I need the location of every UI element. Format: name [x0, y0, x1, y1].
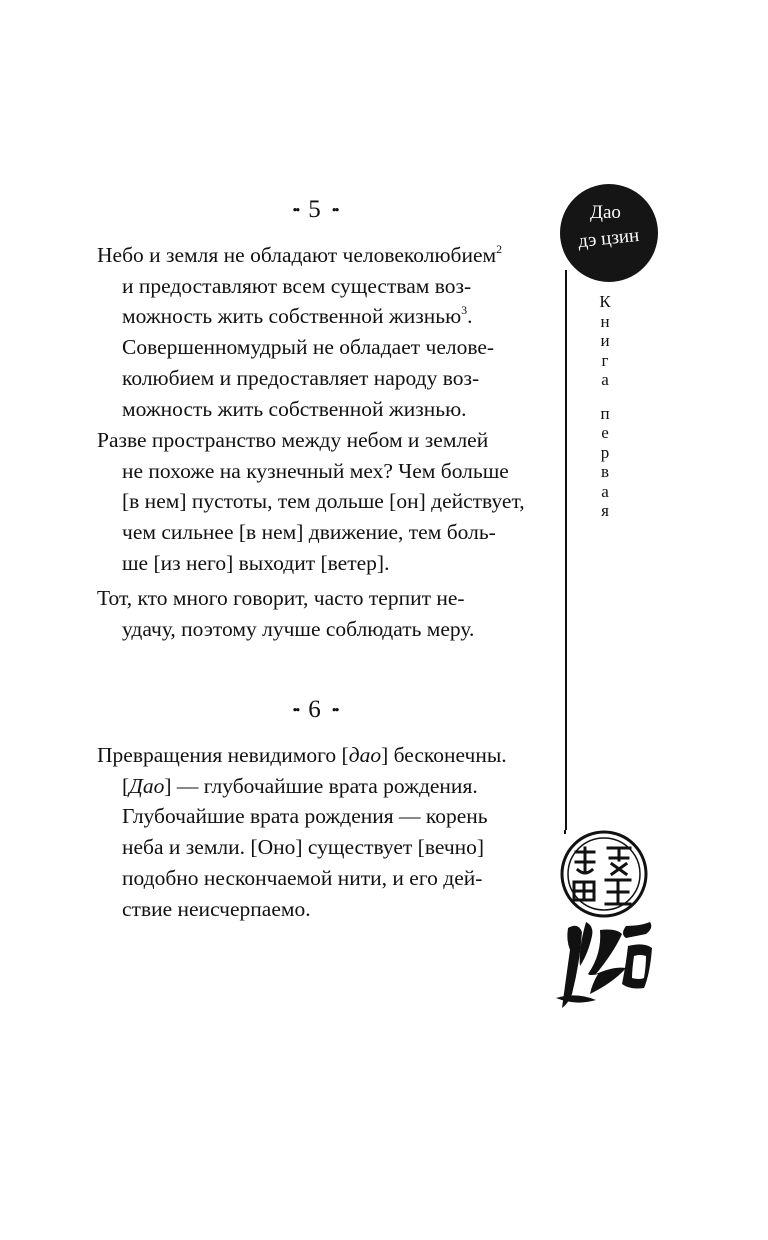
text-line: Разве пространство между небом и землей: [97, 428, 489, 452]
footnote-marker: 2: [496, 242, 503, 256]
ornament-right: ••: [331, 703, 338, 719]
text-line: [Дао] — глубочайшие врата рождения.: [122, 773, 478, 798]
paragraph-5-2: [97, 425, 547, 579]
vertical-letter: К: [599, 292, 611, 311]
vertical-letter: а: [601, 370, 609, 389]
paragraph-5-3: [97, 583, 547, 644]
text-line: не похоже на кузнечный мех? Чем больше: [122, 458, 509, 483]
text-line: ше [из него] выходит [ветер].: [122, 550, 390, 575]
text-line: Превращения невидимого [дао] бесконечны.: [97, 743, 507, 767]
ornament-left: ••: [292, 703, 299, 719]
chapter-number-5: [230, 196, 400, 224]
ornament-left: ••: [292, 203, 299, 219]
title-badge: [560, 184, 658, 282]
text-line: чем сильнее [в нем] движение, тем боль-: [122, 520, 496, 545]
text-line: Совершенномудрый не обладает челове-: [122, 335, 495, 360]
text-line: можность жить собственной жизнью$^3$.: [122, 303, 473, 329]
vertical-letter: р: [600, 442, 610, 462]
text-line: удачу, поэтому лучше соблюдать меру.: [122, 616, 475, 641]
text-line: и предоставляют всем существам воз-: [122, 273, 472, 298]
word-gap: [590, 390, 620, 404]
vertical-letter: в: [600, 462, 610, 481]
text-line: Глубочайшие врата рождения — корень: [122, 804, 488, 829]
vertical-letter: е: [601, 423, 609, 442]
vertical-letter: а: [601, 481, 609, 501]
text-line: подобно нескончаемой нити, и его дей-: [122, 865, 483, 890]
text-line: ствие неисчерпаемо.: [122, 896, 311, 921]
vertical-letter: п: [600, 403, 610, 423]
vertical-letter: н: [600, 311, 610, 331]
text-line: неба и земли. [Оно] существует [вечно]: [122, 835, 485, 860]
text-line: Тот, кто много говорит, часто терпит не-: [97, 586, 465, 610]
ornament-right: ••: [331, 203, 338, 219]
text-line: Небо и земля не обладают человеколюбием$^2$: [97, 242, 503, 267]
vertical-letter: я: [601, 501, 609, 520]
seal-calligraphy-icon: [548, 830, 660, 1010]
sidebar-rule-upper: [565, 270, 567, 830]
vertical-letter: и: [600, 331, 610, 350]
chapter-number-label: 6: [308, 696, 322, 723]
vertical-letter: г: [601, 350, 609, 370]
text-line: можность жить собственной жизнью.: [122, 396, 467, 421]
footnote-marker: 3: [461, 303, 468, 318]
paragraph-6-1: [97, 740, 547, 924]
badge-title-line1: Дао: [590, 202, 621, 223]
chapter-number-label: 5: [308, 196, 322, 223]
text-line: [в нем] пустоты, тем дольше [он] действует,: [122, 489, 525, 514]
text-line: колюбием и предоставляет народу воз-: [122, 365, 480, 390]
chapter-number-6: [230, 696, 400, 724]
paragraph-5-1: [97, 240, 547, 424]
vertical-running-head: [590, 292, 620, 521]
badge-title-line2: дэ цзин: [577, 224, 641, 253]
